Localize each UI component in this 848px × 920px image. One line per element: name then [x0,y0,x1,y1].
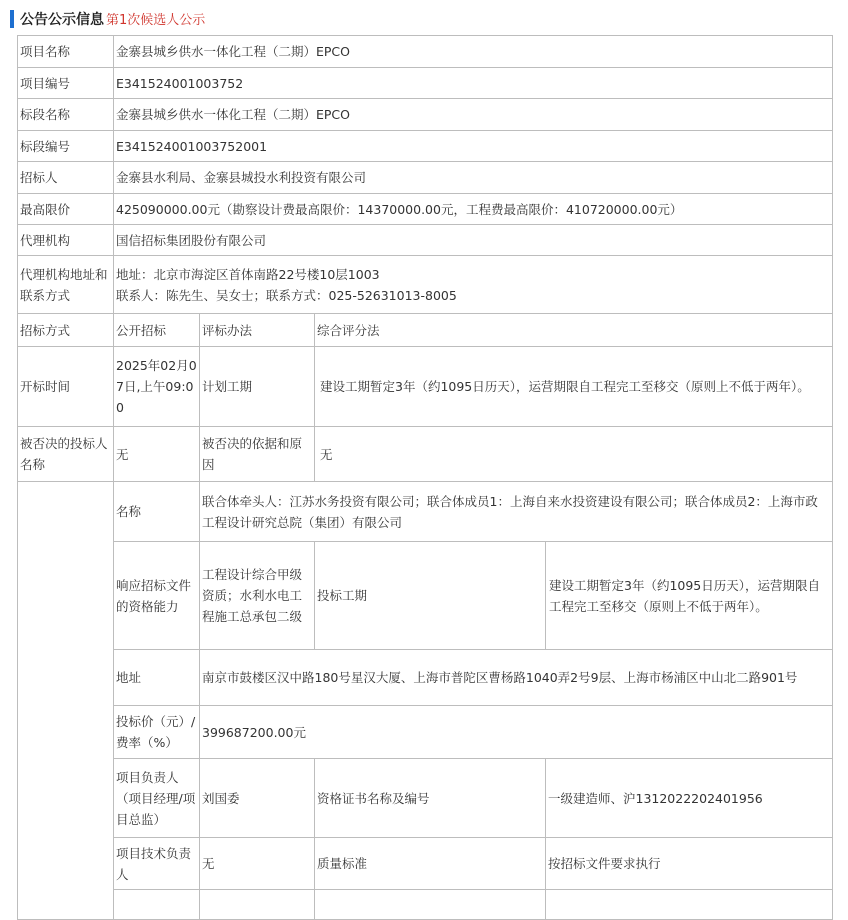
max-price-value: 425090000.00元（勘察设计费最高限价：14370000.00元，工程费最高限价：410720000.00元） [114,194,833,225]
section-name-value: 金寨县城乡供水一体化工程（二期）EPCO [114,99,833,131]
tender-method-label: 招标方式 [18,314,114,347]
project-no-label: 项目编号 [18,68,114,99]
rejected-reason-label: 被否决的依据和原因 [200,427,315,482]
eval-method-value: 综合评分法 [315,314,833,347]
empty-cell [200,890,315,920]
page-title [20,9,205,29]
project-no-value: E341524001003752 [114,68,833,99]
bid-price-label: 投标价（元）/费率（%） [114,706,200,759]
agency-contact-line: 联系人：陈先生、吴女士；联系方式：025-52631013-8005 [116,287,457,303]
project-name-value: 金寨县城乡供水一体化工程（二期）EPCO [114,36,833,68]
section-no-label: 标段编号 [18,131,114,162]
project-name-label: 项目名称 [18,36,114,68]
tech-lead-label: 项目技术负责人 [114,838,200,890]
section-header [0,0,848,36]
project-manager-label: 项目负责人（项目经理/项目总监） [114,759,200,838]
agency-address-value [114,256,833,314]
page-title-text: 公告公示信息 [20,12,104,28]
table-row [18,838,833,890]
bid-period-label: 投标工期 [315,542,546,650]
agency-address-line: 地址：北京市海淀区首体南路22号楼10层1003 [116,266,380,282]
plan-period-value: 建设工期暂定3年（约1095日历天），运营期限自工程完工至移交（原则上不低于两年）。 [315,347,833,427]
candidate-name-value: 联合体牵头人：江苏水务投资有限公司；联合体成员1：上海自来水投资建设有限公司；联合体成员2：上海市政工程设计研究总院（集团）有限公司 [200,482,833,542]
table-row [18,225,833,256]
certificate-value: 一级建造师、沪1312022202401956 [546,759,833,838]
table-row [18,131,833,162]
project-manager-value: 刘国委 [200,759,315,838]
empty-cell [315,890,546,920]
rejected-bidder-label: 被否决的投标人名称 [18,427,114,482]
address-label: 地址 [114,650,200,706]
max-price-label: 最高限价 [18,194,114,225]
table-row [18,759,833,838]
plan-period-label: 计划工期 [200,347,315,427]
tenderer-value: 金寨县水利局、金寨县城投水利投资有限公司 [114,162,833,194]
page-subtitle: 第1次候选人公示 [106,13,206,28]
table-row [18,194,833,225]
eval-method-label: 评标办法 [200,314,315,347]
quality-standard-value: 按招标文件要求执行 [546,838,833,890]
section-name-label: 标段名称 [18,99,114,131]
table-row [18,68,833,99]
certificate-label: 资格证书名称及编号 [315,759,546,838]
agency-label: 代理机构 [18,225,114,256]
bid-period-value: 建设工期暂定3年（约1095日历天），运营期限自工程完工至移交（原则上不低于两年）。 [546,542,833,650]
table-row [18,256,833,314]
quality-standard-label: 质量标准 [315,838,546,890]
table-row [18,706,833,759]
empty-cell [546,890,833,920]
section-no-value: E341524001003752001 [114,131,833,162]
table-row [18,99,833,131]
table-row [18,542,833,650]
table-row [18,650,833,706]
address-value: 南京市鼓楼区汉中路180号星汉大厦、上海市普陀区曹杨路1040弄2号9层、上海市杨浦区中山北二路901号 [200,650,833,706]
tender-method-value: 公开招标 [114,314,200,347]
table-row [18,427,833,482]
notice-table [17,35,833,920]
rejected-bidder-value: 无 [114,427,200,482]
tech-lead-value: 无 [200,838,315,890]
open-time-label: 开标时间 [18,347,114,427]
bid-price-value: 399687200.00元 [200,706,833,759]
candidate-group-cell [18,482,114,920]
qualification-label: 响应招标文件的资格能力 [114,542,200,650]
rejected-reason-value: 无 [315,427,833,482]
agency-value: 国信招标集团股份有限公司 [114,225,833,256]
empty-cell [114,890,200,920]
qualification-value: 工程设计综合甲级资质；水利水电工程施工总承包二级 [200,542,315,650]
table-row [18,162,833,194]
agency-address-label: 代理机构地址和联系方式 [18,256,114,314]
title-accent-bar [10,10,14,28]
table-row [18,314,833,347]
table-row [18,36,833,68]
table-row [18,347,833,427]
candidate-name-label: 名称 [114,482,200,542]
table-row [18,890,833,920]
table-row [18,482,833,542]
tenderer-label: 招标人 [18,162,114,194]
open-time-value: 2025年02月07日,上午09:00 [114,347,200,427]
